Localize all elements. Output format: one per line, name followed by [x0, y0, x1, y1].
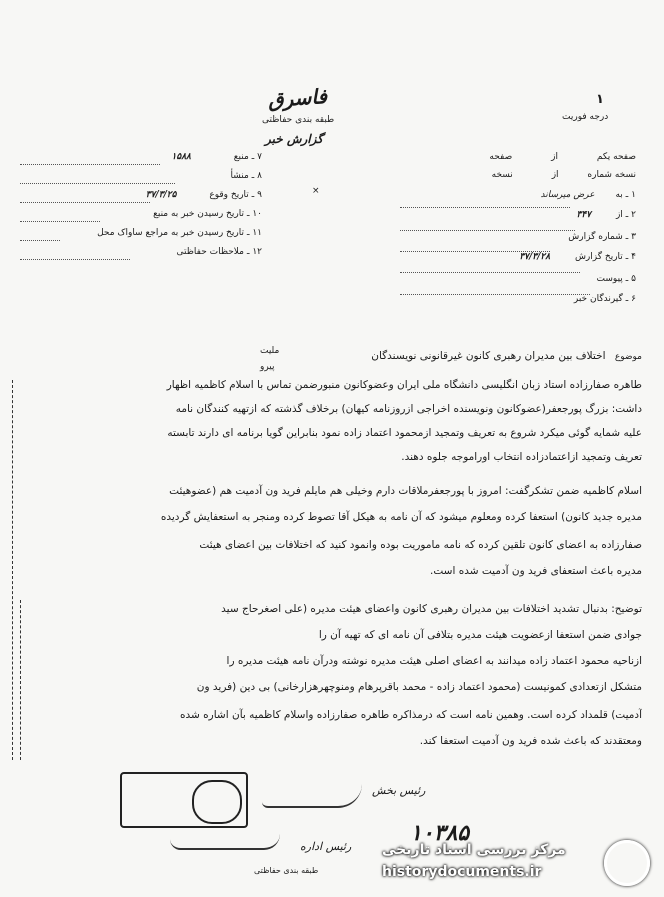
- watermark-logo-icon: [604, 840, 650, 886]
- watermark-title: مرکز بررسی اسناد تاریخی: [382, 842, 566, 858]
- field-source: ۷ ـ منبع ۱۵۸۸: [171, 152, 262, 162]
- body-line: متشکل ازتعدادی کمونیست (محمود اعتماد زاده - محمد باقرپرهام ومنوچهرهزارخانی) بی دین (فرید ون: [196, 681, 642, 693]
- priority-value: ۱: [596, 92, 604, 107]
- body-line: آدمیت) قلمداد کرده است. وهمین نامه است که درمذاکره طاهره صفارزاده واسلام کاظمیه بآن اشاره شده: [180, 709, 642, 721]
- signature-line-1: رئیس بخش: [372, 784, 426, 797]
- field-from: ۲ ـ از ۳۴۷: [576, 210, 636, 220]
- field-security-notes: ۱۲ ـ ملاحظات حفاظتی: [176, 247, 262, 257]
- report-title: گزارش خبر: [265, 132, 323, 146]
- body-line: اسلام کاظمیه ضمن تشکرگفت: امروز با پورجعفرملاقات دارم وخیلی هم مایلم فرید ون آدمیت هم (عضوهیئت: [169, 485, 642, 497]
- center-mark: ×: [312, 186, 320, 196]
- field-report-number: ۳ ـ شماره گزارش: [568, 232, 636, 242]
- body-line: ومعتقدند که باعث شده فرید ون آدمیت استعفا کند.: [419, 735, 642, 747]
- seal-text: فاسرق: [267, 83, 328, 113]
- body-line: طاهره صفارزاده استاد زبان انگلیسی دانشگاه ملی ایران وعضوکانون منبورضمن تماس با اسلام کاظمیه اظهار: [166, 379, 642, 391]
- body-line: مدیره جدید کانون) استعفا کرده ومعلوم میشود که آن نامه به هیکل آقا تصوط کرده ومنجر به استعفایش گردیده: [160, 511, 642, 523]
- document-number: ۱۰۳۸۵: [410, 820, 470, 846]
- subject-side-label-2: پیرو: [260, 362, 275, 372]
- signature-scribble-2: [170, 834, 280, 850]
- right-fields: [400, 152, 636, 312]
- field-page: صفحه یکم از صفحه: [489, 152, 636, 162]
- field-news-to-source-date: ۱۰ ـ تاریخ رسیدن خبر به منبع: [153, 209, 262, 219]
- body-line: داشت: بزرگ پورجعفر(عضوکانون ونویسنده اخراجی ازروزنامه کیهان) برخلاف گذشته که ازتهیه کنندگان نامه: [175, 403, 642, 415]
- priority-label: درجه فوریت: [562, 112, 609, 122]
- body-line: مدیره باعث استعفای فرید ون آدمیت شده است.: [430, 565, 642, 577]
- field-to: ۱ ـ به عرض میرساند: [540, 190, 636, 200]
- subject-text: اختلاف بین مدیران رهبری کانون غیرقانونی نویسندگان: [371, 350, 606, 362]
- field-recipients: ۶ ـ گیرندگان خبر: [573, 294, 636, 304]
- body-line: علیه شمایه گوئی میکرد شروع به تعریف وتمجید ازمحمود اعتماد زاده نمود بنابراین گویا برنامه ای دارند تابسته: [167, 427, 642, 439]
- field-copy-number: نسخه شماره از نسخه: [491, 170, 636, 180]
- signature-line-2: رئیس اداره: [300, 840, 352, 853]
- subject-label: موضوع: [614, 352, 642, 362]
- field-report-date: ۴ ـ تاریخ گزارش ۳۷/۳/۲۸: [519, 252, 636, 262]
- subject-row: [371, 350, 642, 362]
- subject-side-label-1: ملیت: [260, 346, 280, 356]
- body-line: جوادی ضمن استعفا ازعضویت هیئت مدیره بتلافی آن نامه ای که تهیه آن را: [318, 629, 642, 641]
- body-line: ازناحیه محمود اعتماد زاده میدانند به اعضای اصلی هیئت مدیره نوشته ودرآن نامه هیئت مدیره را: [226, 655, 642, 667]
- footer-classification: طبقه بندی حفاظتی: [254, 866, 319, 875]
- body-line: توضیح: بدنبال تشدید اختلافات بین مدیران رهبری کانون واعضای هیئت مدیره (علی اصغرحاج سید: [221, 603, 642, 615]
- classification-label: طبقه بندی حفاظتی: [262, 115, 335, 125]
- field-origin: ۸ ـ منشأ: [230, 171, 262, 181]
- body-line: صفارزاده به اعضای کانون تلقین کرده که نامه ماموریت بوده وانمود کنید که اختلافات بین اعضای هیئت: [199, 539, 642, 551]
- watermark-url: historydocuments.ir: [382, 864, 542, 880]
- signature-scribble-1: [262, 784, 362, 808]
- stamp-inner: [192, 780, 242, 824]
- field-occurrence-date: ۹ ـ تاریخ وقوع ۳۷/۳/۲۵: [145, 190, 262, 200]
- field-attachment: ۵ ـ پیوست: [596, 274, 636, 284]
- watermark: [372, 836, 656, 890]
- body-line: تعریف وتمجید ازاعتمادزاده انتخاب اوراموجه جلوه دهند.: [401, 451, 642, 463]
- field-news-to-savak-date: ۱۱ ـ تاریخ رسیدن خبر به مراجع ساواک محل: [97, 228, 262, 238]
